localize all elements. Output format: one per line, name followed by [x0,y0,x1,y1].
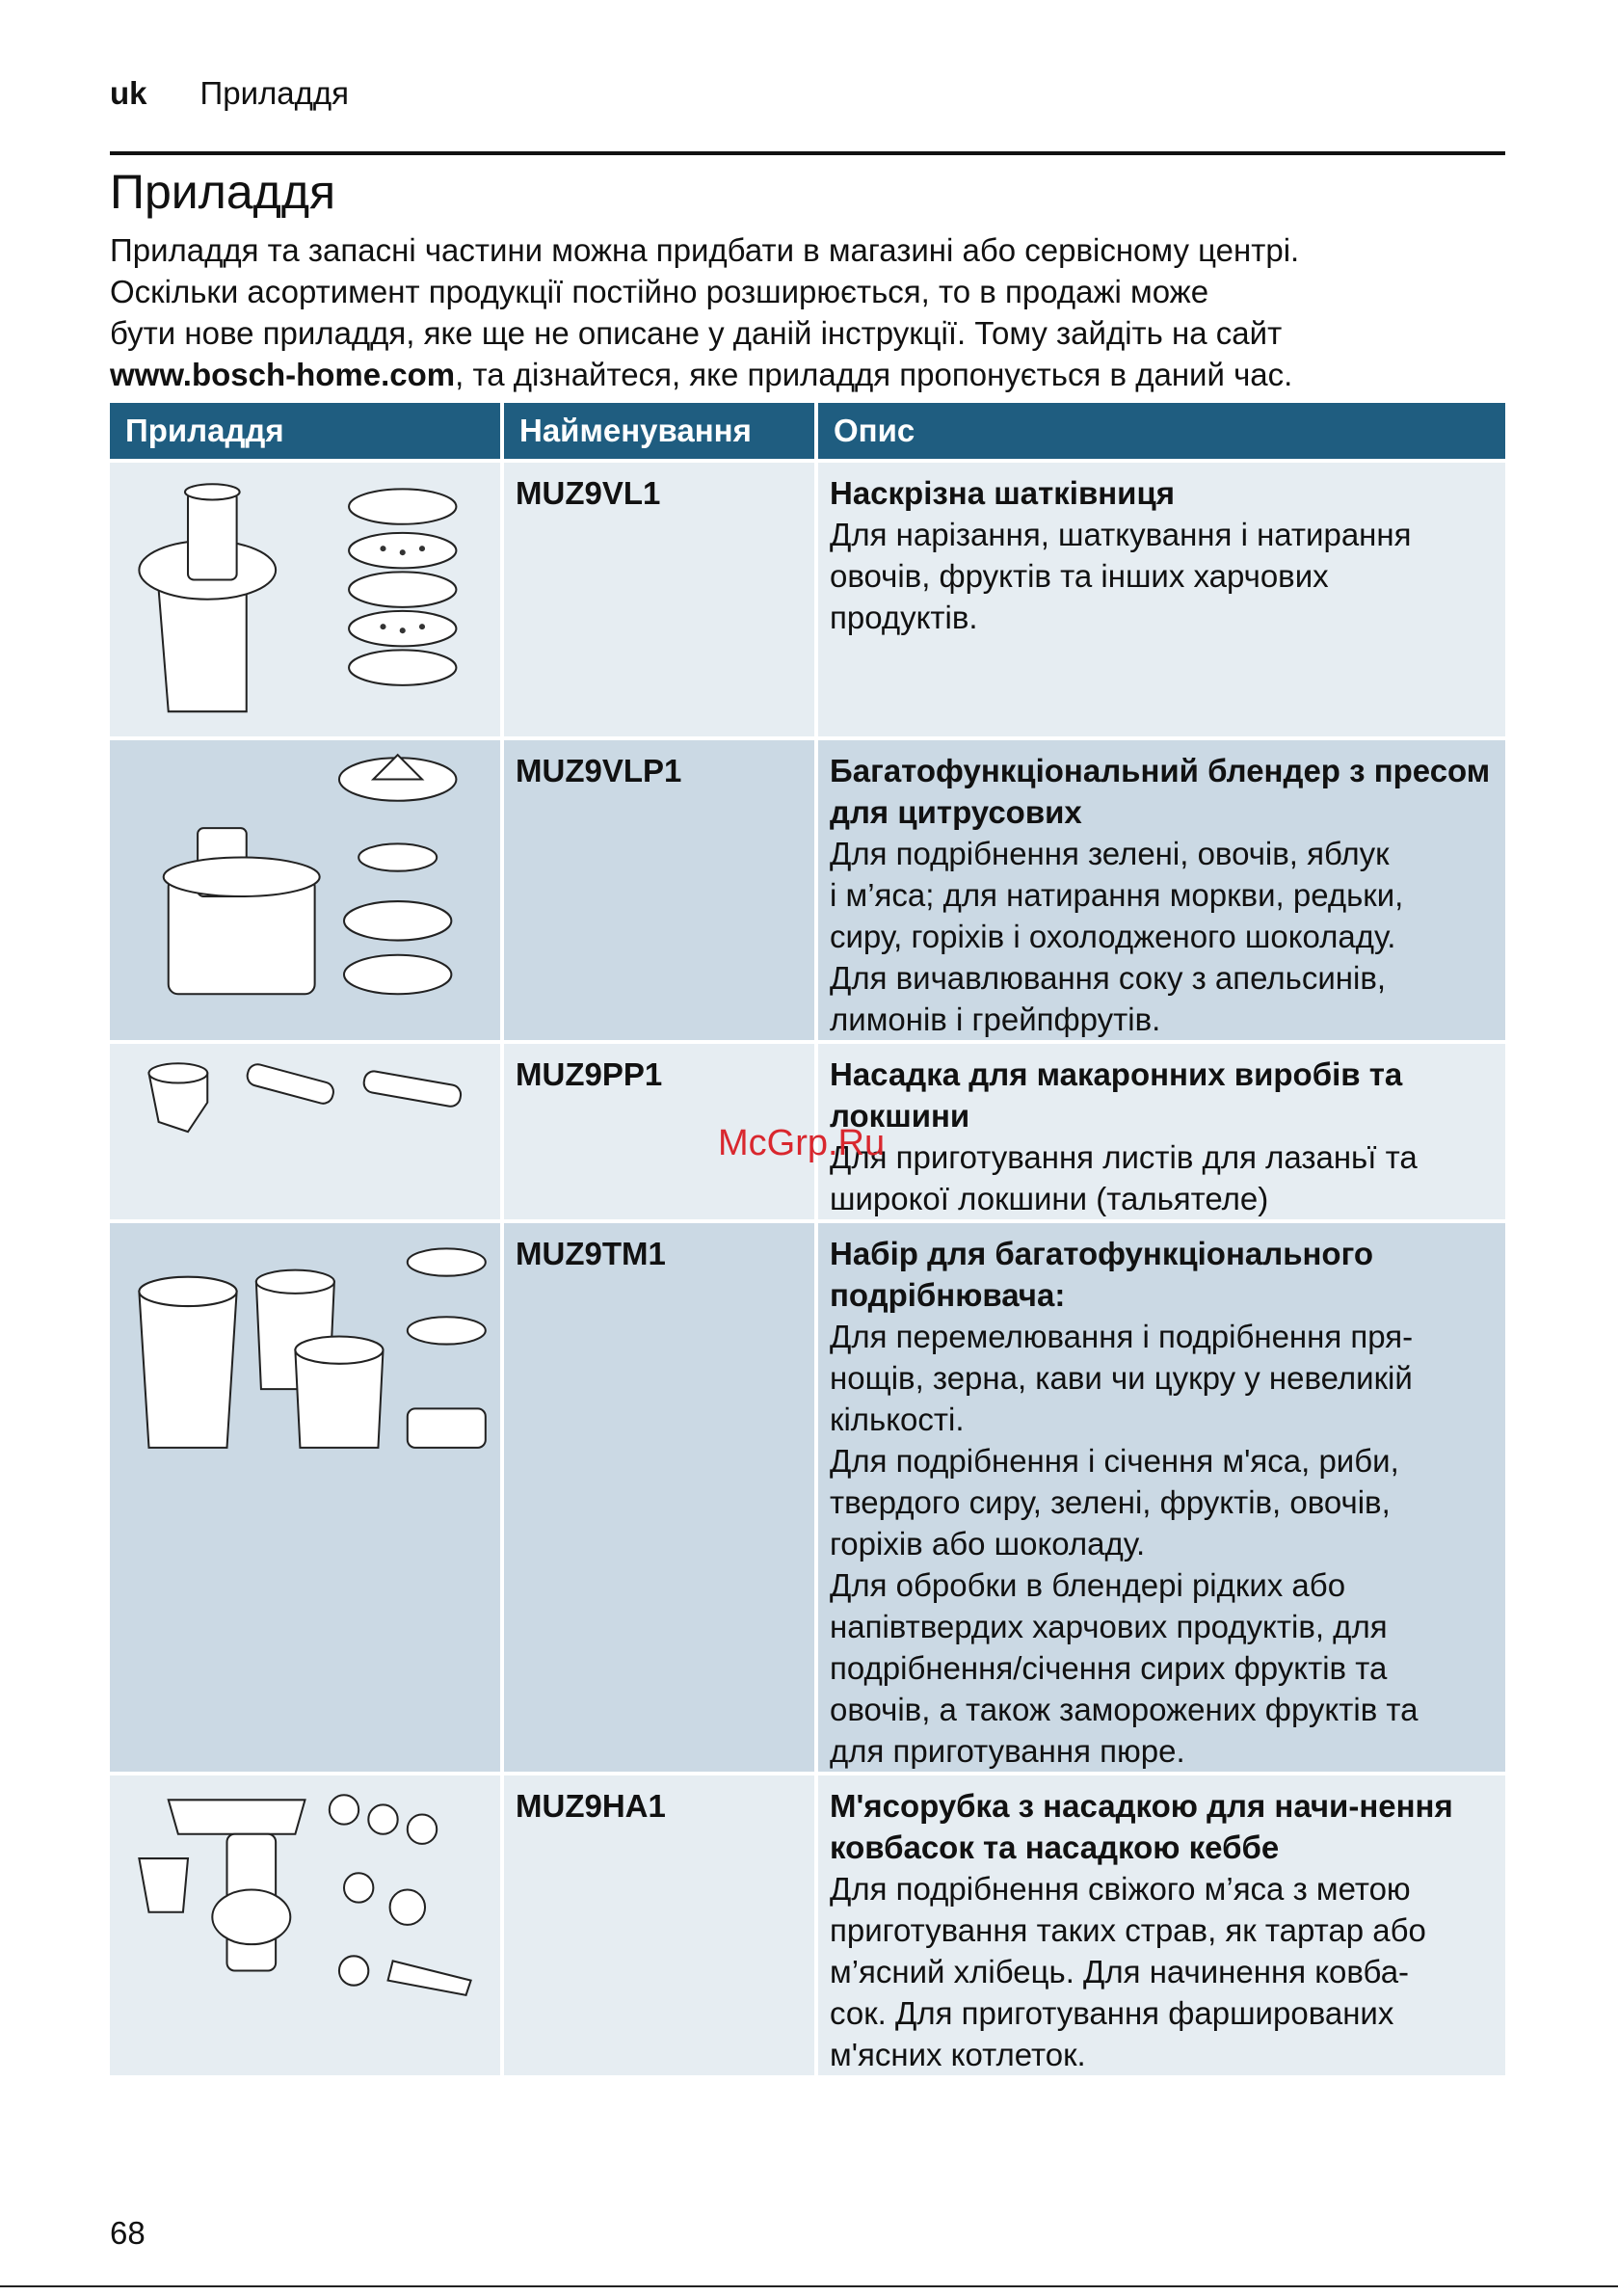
accessory-image-cell [110,1774,502,2077]
table-header-row [110,403,1505,461]
description-line: Для вичавлювання соку з апельсинів, [830,959,1387,996]
description-line: м’ясний хлібець. Для начинення ковба- [830,1953,1410,1989]
description-line: широкої локшини (тальятеле) [830,1180,1269,1216]
description-title: Набір для багатофункціонального подрібнювача: [830,1235,1374,1313]
intro-line: Приладдя та запасні частини можна придбати в магазині або сервісному центрі. [110,232,1300,268]
accessory-image-cell [110,1042,502,1221]
description-line: м'ясних котлеток. [830,2036,1086,2072]
product-description [816,738,1505,1042]
description-line: подрібнення/січення сирих фруктів та [830,1649,1388,1686]
table-row [110,461,1505,738]
multi-chopper-illustration [110,1223,500,1770]
description-line: напівтвердих харчових продуктів, для [830,1608,1388,1644]
intro-line: www.bosch-home.com, та дізнайтеся, яке приладдя пропонується в даний час. [110,357,1293,392]
description-title: М'ясорубка з насадкою для начи-нення ковбасок та насадкою кеббе [830,1787,1453,1865]
description-line: продуктів. [830,600,978,635]
description-line: лимонів і грейпфрутів. [830,1001,1161,1037]
header-rule [110,151,1505,155]
description-line: сок. Для приготування фаршированих [830,1994,1394,2031]
product-code: MUZ9VLP1 [502,738,816,1042]
description-line: сиру, горіхів і охолодженого шоколаду. [830,918,1396,954]
description-line: Для перемелювання і подрібнення пря- [830,1318,1414,1354]
description-title: Багатофункціональний блендер з пресом для цитрусових [830,752,1491,830]
description-line: Для подрібнення і січення м'яса, риби, [830,1442,1399,1479]
bottom-rule [0,2285,1618,2287]
page-title: Приладдя [110,165,336,219]
description-line: Для нарізання, шаткування і натирання [830,517,1412,552]
column-header-name: Найменування [502,403,816,461]
language-code: uk [110,75,147,111]
table-row [110,738,1505,1042]
blender-press-illustration [110,740,500,1033]
accessories-table [110,403,1505,2079]
accessory-image-cell [110,1221,502,1774]
header-section: Приладдя [199,75,350,111]
table-row [110,1774,1505,2077]
column-header-accessory: Приладдя [110,403,502,461]
page-number: 68 [110,2215,146,2251]
slicer-illustration [110,463,500,736]
intro-line: бути нове приладдя, яке ще не описане у даній інструкції. Тому зайдіть на сайт [110,315,1283,351]
description-title: Насадка для макаронних виробів та локшини [830,1055,1403,1134]
intro-paragraph [110,229,1498,395]
description-line: овочів, а також заморожених фруктів та [830,1691,1419,1727]
description-line: для приготування пюре. [830,1732,1185,1769]
product-description [816,1774,1505,2077]
description-line: Для подрібнення свіжого м’яса з метою [830,1870,1411,1907]
intro-line: Оскільки асортимент продукції постійно розширюється, то в продажі може [110,274,1209,309]
product-description [816,461,1505,738]
description-line: кількості. [830,1401,965,1437]
accessory-image-cell [110,738,502,1042]
meat-mincer-illustration [110,1775,500,2069]
watermark: McGrp.Ru [718,1123,886,1163]
description-line: нощів, зерна, кави чи цукру у невеликій [830,1359,1413,1396]
description-line: Для подрібнення зелені, овочів, яблук [830,835,1390,871]
description-line: Для приготування листів для лазаньї та [830,1138,1418,1175]
table-row [110,1221,1505,1774]
accessory-image-cell [110,461,502,738]
product-description [816,1042,1505,1221]
product-code: MUZ9VL1 [502,461,816,738]
pasta-attachment-illustration [110,1044,500,1210]
product-code: MUZ9PP1 [502,1042,816,1221]
description-line: приготування таких страв, як тартар або [830,1911,1426,1948]
website-link[interactable]: www.bosch-home.com [110,357,456,392]
product-description [816,1221,1505,1774]
description-line: Для обробки в блендері рідких або [830,1566,1346,1603]
description-line: овочів, фруктів та інших харчових [830,558,1329,594]
product-code: MUZ9TM1 [502,1221,816,1774]
description-line: горіхів або шоколаду. [830,1525,1146,1562]
product-code: MUZ9HA1 [502,1774,816,2077]
column-header-description: Опис [816,403,1505,461]
description-line: твердого сиру, зелені, фруктів, овочів, [830,1483,1391,1520]
description-line: і м’яса; для натирання моркви, редьки, [830,876,1404,913]
page-header [110,75,349,112]
description-title: Наскрізна шатківниця [830,475,1175,511]
